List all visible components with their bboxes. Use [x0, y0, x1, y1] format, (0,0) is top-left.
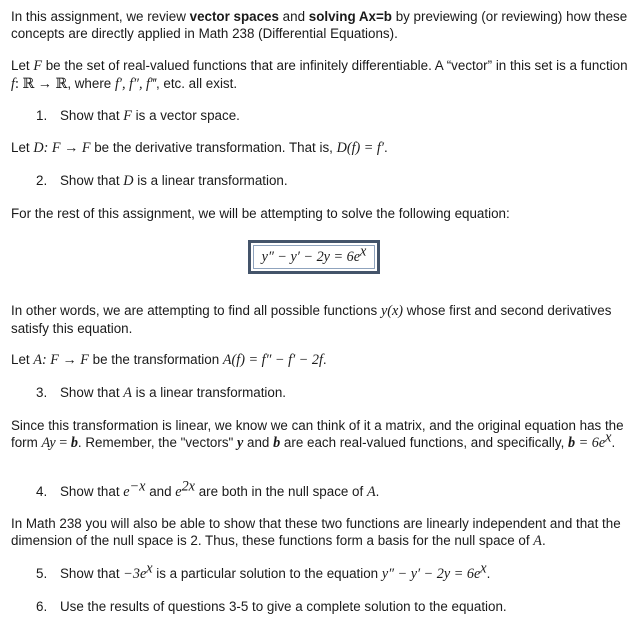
question-5: 5. Show that $-3e^x$ is a particular solution to the equation $y'' - y' - 2y = 6e^x$. [36, 560, 491, 582]
intro-paragraph: In this assignment, we review vector spaces and solving Ax=b by previewing (or reviewing) how these concepts are directly applied in Math 238 (Differential Equations). [11, 9, 628, 41]
bold-solving-axb: solving Ax=b [308, 9, 392, 24]
bold-vector-spaces: vector spaces [189, 9, 279, 24]
equation-box [248, 240, 380, 274]
question-2: 2. Show that D is a linear transformation. [36, 173, 288, 189]
definition-d-paragraph: Let D: F → F be the derivative transformation. That is, D(f) = f′. [11, 140, 388, 156]
question-1: 1. Show that F is a vector space. [36, 108, 240, 124]
equation-intro-paragraph: For the rest of this assignment, we will be attempting to solve the following equation: [11, 206, 510, 221]
linear-matrix-paragraph: Since this transformation is linear, we know we can think of it a matrix, and the original equation has the form Ay = b. Remember, the "vectors" y and b are each real-valued functions, and specifically, $b = 6e^x$. [11, 418, 624, 451]
definition-a-paragraph: Let A: F → F be the transformation A(f) = f″ − f′ − 2f. [11, 352, 327, 368]
question-3: 3. Show that A is a linear transformation. [36, 385, 287, 401]
null-space-paragraph: In Math 238 you will also be able to show that these two functions are linearly independent and that the dimension of the null space is 2. Thus, these functions form a basis for the null space of A. [11, 516, 621, 549]
other-words-paragraph: In other words, we are attempting to find all possible functions y(x) whose first and second derivatives satisfy this equation. [11, 303, 612, 336]
definition-f-paragraph: Let F be the set of real-valued functions that are infinitely differentiable. A “vector” in this set is a function f: ℝ → ℝ, where f′, f″, f‴, etc. all exist. [11, 58, 628, 92]
question-6: 6. Use the results of questions 3-5 to give a complete solution to the equation. [36, 599, 507, 614]
differential-equation: $y'' - y' - 2y = 6e^x$ [253, 245, 375, 269]
question-4: 4. Show that $e^{-x}$ and $e^{2x}$ are both in the null space of A. [36, 478, 380, 500]
